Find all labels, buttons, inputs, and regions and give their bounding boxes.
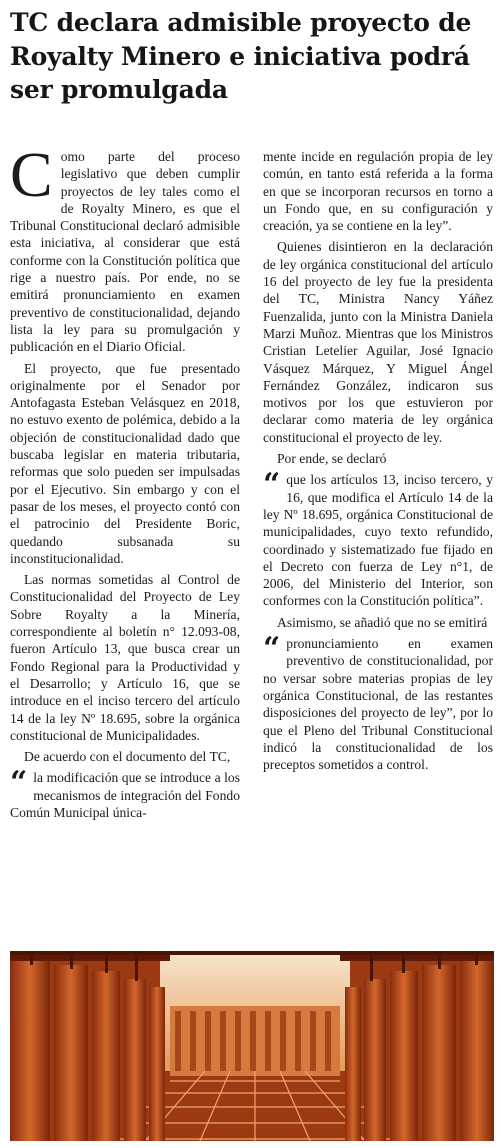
continuation-paragraph: mente incide en regulación propia de ley común, en tanto está referida a la forma en que se incorporan recursos en torno a un Fondo que, en su configuración y creación, ya se contiene en la ley”. — [263, 149, 493, 234]
quote-mark-icon: “ — [10, 765, 28, 801]
body-paragraph: Las normas sometidas al Control de Constitucionalidad del Proyecto de Ley Sobre Royalty a la Minería, correspondiente al boletín n° 12.093-08, fueron Artículo 13, que busca crear un Fondo Regional para la Productividad y el Desarrollo; y Artículo 16, que se introduce en el inciso tercero del artículo 14 de la ley Nº 18.695, sobre la orgánica constitucional de Municipalidades. — [10, 572, 240, 743]
pull-quote — [263, 631, 493, 773]
quote-mark-icon: “ — [263, 631, 281, 667]
quote-text: que los artículos 13, inciso tercero, y 16, que modifica el Artículo 14 de la ley Nº 18.695, orgánica Constitucional de municipalidades, cuyo texto refundido, coordinado y sistematizado fue fijado en el Decreto con fuerza de Ley n°1, de 2006, del Ministerio del Interior, son conformes con la Constitución política”. — [263, 472, 493, 609]
drop-cap: C — [10, 139, 53, 210]
quote-text: pronunciamiento en examen preventivo de constitucionalidad, por no versar sobre materias propias de ley orgánica Constitucional, de las restantes disposiciones del proyecto de ley”, por lo que el Pleno del Tribunal Constitucional indicó la constitucionalidad de los preceptos sometidos a control. — [263, 636, 493, 773]
copper-cathodes-photo — [10, 951, 494, 1141]
left-column — [10, 139, 240, 825]
quote-mark-icon: “ — [263, 467, 281, 503]
right-column — [263, 148, 493, 777]
body-paragraph: Quienes disintieron en la declaración de ley orgánica constitucional del artículo 16 del proyecto de ley fue la presidenta del TC, Ministra Nancy Yáñez Fuenzalida, junto con la Ministra Daniela Marzi Muñoz. Mientras que los Ministros Cristian Letelier Aguilar, José Ignacio Vásquez Márquez, Y Miguel Ángel Fernández González, indicaron sus motivos por los que estuvieron por declarar como materia de ley orgánica constitucional el proyecto de ley. — [263, 239, 493, 445]
article-headline: TC declara admisible proyecto de Royalty Minero e iniciativa podrá ser promulgada — [10, 8, 472, 104]
pull-quote — [263, 467, 493, 609]
body-paragraph: El proyecto, que fue presentado originalmente por el Senador por Antofagasta Esteban Velásquez en 2018, no estuvo exento de polémica, debido a la objeción de constitucionalidad dado que buscaba legislar en materia tributaria, reformas que solo pueden ser impulsadas por el Ejecutivo. Sin embargo y con el pasar de los meses, el proyecto contó con el patrocinio del Presidente Boric, quedando subsanada su inconstitucionalidad. — [10, 360, 240, 566]
quote-text: la modificación que se introduce a los mecanismos de integración del Fondo Común Municipal única- — [10, 770, 240, 820]
quote-lead: De acuerdo con el documento del TC, — [24, 749, 231, 765]
cathode-rows-far — [170, 1006, 340, 1076]
copper-plant-illustration — [10, 951, 494, 1141]
quote-lead: Por ende, se declaró — [277, 451, 387, 467]
intro-text: omo parte del proceso legislativo que deben cumplir proyectos de ley tales como el de Royalty Minero, es que el Tribunal Constitucional declaró admisible esta iniciativa, al considerar que está conforme con la Constitución política que rige a nuestro país. Por ende, no se emitirá pronunciamiento en examen preventivo de constitucionalidad, dejando lista la ley para su promulgación y publicación en el Diario Oficial. — [10, 149, 240, 355]
quote-lead: Asimismo, se añadió que no se emitirá — [277, 614, 488, 630]
pull-quote — [10, 765, 240, 821]
intro-paragraph — [10, 139, 240, 356]
